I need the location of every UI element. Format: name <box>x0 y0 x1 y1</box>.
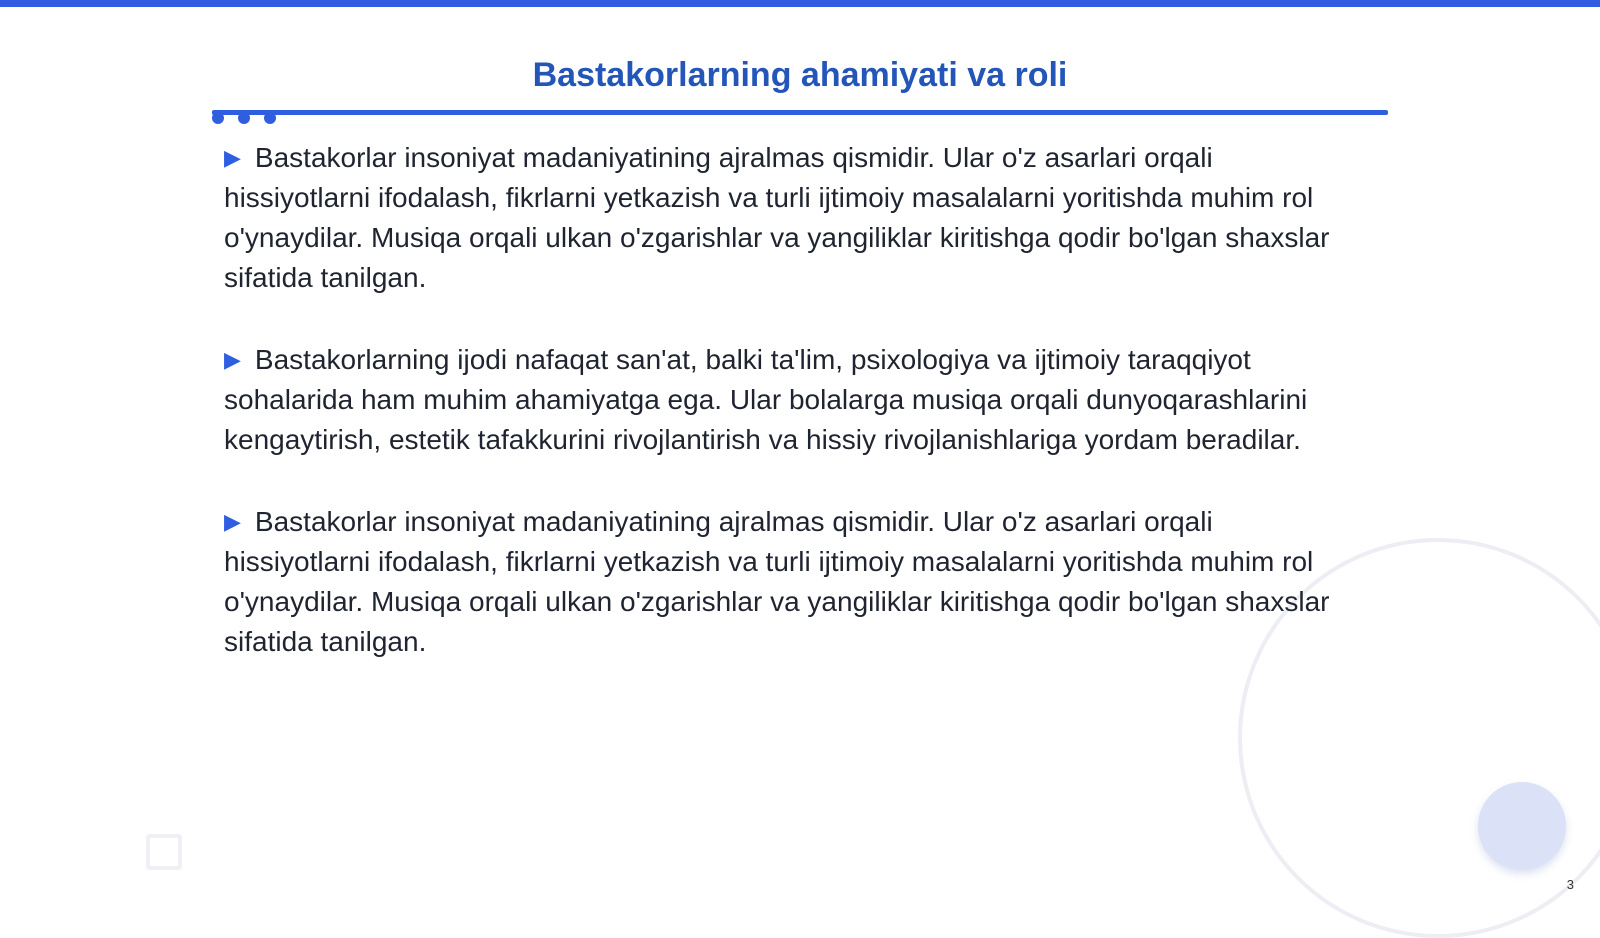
decorative-square-outline <box>146 834 182 870</box>
bullet-item <box>224 138 1364 298</box>
bullet-item <box>224 340 1364 460</box>
slide-title: Bastakorlarning ahamiyati va roli <box>532 56 1068 94</box>
top-accent-bar <box>0 0 1600 7</box>
triangle-bullet-icon: ▶ <box>224 347 241 372</box>
title-underline <box>212 110 1388 115</box>
title-decor-dot <box>238 112 250 124</box>
bullet-list <box>224 138 1364 704</box>
title-decor-dot <box>212 112 224 124</box>
bullet-text: Bastakorlar insoniyat madaniyatining ajralmas qismidir. Ular o'z asarlari orqali hissiyotlarni ifodalash, fikrlarni yetkazish va turli ijtimoiy masalalarni yoritishda muhim rol o'ynaydilar. Musiqa orqali ulkan o'zgarishlar va yangiliklar kiritishga qodir bo'lgan shaxslar sifatida tanilgan. <box>224 506 1330 657</box>
page-number: 3 <box>1566 877 1574 892</box>
title-decor-dot <box>264 112 276 124</box>
bullet-text: Bastakorlarning ijodi nafaqat san'at, balki ta'lim, psixologiya va ijtimoiy taraqqiyot sohalarida ham muhim ahamiyatga ega. Ular bolalarga musiqa orqali dunyoqarashlarini kengaytirish, estetik tafakkurini rivojlantirish va hissiy rivojlanishlariga yordam beradilar. <box>224 344 1308 455</box>
triangle-bullet-icon: ▶ <box>224 509 241 534</box>
bullet-item <box>224 502 1364 662</box>
triangle-bullet-icon: ▶ <box>224 145 241 170</box>
decorative-circle-filled <box>1478 782 1566 870</box>
bullet-text: Bastakorlar insoniyat madaniyatining ajralmas qismidir. Ular o'z asarlari orqali hissiyotlarni ifodalash, fikrlarni yetkazish va turli ijtimoiy masalalarni yoritishda muhim rol o'ynaydilar. Musiqa orqali ulkan o'zgarishlar va yangiliklar kiritishga qodir bo'lgan shaxslar sifatida tanilgan. <box>224 142 1330 293</box>
